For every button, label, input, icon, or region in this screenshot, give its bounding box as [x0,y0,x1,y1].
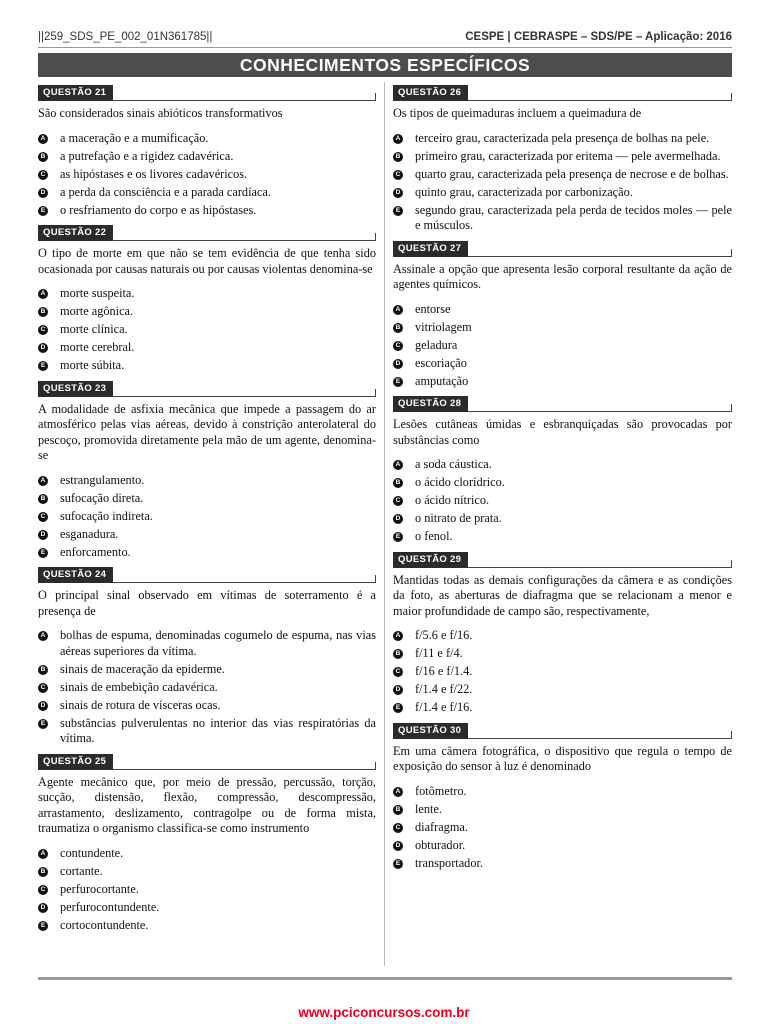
option-letter-icon: D [38,701,48,711]
option-text: f/5.6 e f/16. [415,628,473,642]
answer-option [38,527,376,543]
answer-option [38,846,376,862]
answer-option [38,473,376,489]
question-number: QUESTÃO 22 [38,225,113,241]
option-letter-icon: E [38,921,48,931]
option-letter-icon: A [38,134,48,144]
question-number: QUESTÃO 21 [38,85,113,101]
question-rule-tick [731,93,732,101]
answer-option [38,203,376,219]
option-text: o nitrato de prata. [415,511,502,525]
option-letter-icon: A [38,849,48,859]
question-header [38,381,376,397]
answer-option [393,203,732,234]
option-letter-icon: C [38,325,48,335]
option-letter-icon: D [38,343,48,353]
question-block [393,723,732,872]
option-letter-icon: C [393,341,403,351]
question-rule-tick [375,93,376,101]
question-header [393,85,732,101]
question-rule-tick [731,249,732,257]
option-text: sufocação indireta. [60,508,153,523]
option-letter-icon: D [393,359,403,369]
footer-divider [38,977,732,980]
answer-option [393,185,732,201]
answer-option [393,628,732,644]
option-letter-icon: D [38,903,48,913]
option-letter-icon: E [393,859,403,869]
option-text: fotômetro. [415,783,467,798]
answer-option [38,340,376,356]
answer-options [38,131,376,219]
answer-option [393,820,732,836]
question-stem: Mantidas todas as demais configurações da câmera e as condições da foto, as aberturas de diafragma que se relacionam a menor e maior profundidade de campo são, respectivamente, [393,572,732,618]
option-text: morte súbita. [60,358,125,372]
question-number: QUESTÃO 30 [393,723,468,739]
question-header [393,552,732,568]
option-text: morte suspeita. [60,286,135,300]
option-letter-icon: D [38,188,48,198]
answer-option [38,322,376,338]
option-letter-icon: D [393,841,403,851]
option-letter-icon: E [393,377,403,387]
answer-option [38,491,376,507]
option-text: cortante. [60,863,103,878]
option-text: bolhas de espuma, denominadas cogumelo de espuma, nas vias aéreas superiores da vítima. [60,628,376,658]
answer-options [393,784,732,872]
option-letter-icon: E [393,532,403,542]
option-letter-icon: A [393,787,403,797]
option-text: escoriação [415,355,467,370]
answer-option [393,838,732,854]
option-text: as hipóstases e os livores cadavéricos. [60,166,248,181]
question-rule-tick [731,404,732,412]
question-stem: Os tipos de queimaduras incluem a queimadura de [393,106,642,120]
answer-options [393,457,732,545]
question-rule-tick [375,389,376,397]
answer-option [38,716,376,747]
option-text: sinais de rotura de vísceras ocas. [60,697,221,712]
answer-option [393,131,732,147]
question-stem: A modalidade de asfixia mecânica que impede a passagem do ar atmosférico pelas vias aéreas, devido à constrição anterolateral do pescoço, promovida diretamente pela mão de um agente, denomina-se [38,401,376,462]
question-number: QUESTÃO 24 [38,567,113,583]
answer-option [393,784,732,800]
answer-option [38,185,376,201]
question-block [393,85,732,234]
exam-identifier: CESPE | CEBRASPE – SDS/PE – Aplicação: 2016 [465,31,732,43]
option-text: segundo grau, caracterizada pela perda de tecidos moles — pele e músculos. [415,202,732,232]
answer-option [38,662,376,678]
answer-option [393,149,732,165]
option-letter-icon: B [38,307,48,317]
answer-option [393,167,732,183]
option-letter-icon: B [393,649,403,659]
option-text: sinais de maceração da epiderme. [60,661,225,676]
option-letter-icon: B [393,323,403,333]
answer-option [393,493,732,509]
question-block [38,754,376,934]
answer-option [393,356,732,372]
option-text: o fenol. [415,529,453,543]
answer-option [38,358,376,374]
answer-option [393,802,732,818]
question-header [38,567,376,583]
option-text: estrangulamento. [60,472,145,487]
option-text: a putrefação e a rigidez cadavérica. [60,148,234,163]
answer-option [393,475,732,491]
question-header [38,754,376,770]
option-letter-icon: B [38,665,48,675]
question-header [393,396,732,412]
option-letter-icon: C [38,170,48,180]
option-letter-icon: C [38,683,48,693]
left-question-column [38,85,376,940]
option-text: esganadura. [60,526,119,541]
option-text: entorse [415,301,451,316]
question-block [38,381,376,561]
document-code: ||259_SDS_PE_002_01N361785|| [38,31,213,43]
answer-option [393,511,732,527]
option-text: enforcamento. [60,544,131,559]
option-letter-icon: B [393,152,403,162]
option-letter-icon: B [393,478,403,488]
option-letter-icon: E [38,206,48,216]
option-text: f/1.4 e f/16. [415,700,473,714]
question-number: QUESTÃO 29 [393,552,468,568]
question-number: QUESTÃO 23 [38,381,113,397]
footer-url: www.pciconcursos.com.br [298,1005,470,1020]
option-letter-icon: E [393,703,403,713]
question-stem: O tipo de morte em que não se tem evidência de que tenha sido ocasionada por causas naturais ou por causas violentas denomina-se [38,246,376,276]
question-rule-tick [375,762,376,770]
option-text: o ácido nítrico. [415,493,490,507]
answer-options [393,131,732,234]
question-stem: Em uma câmera fotográfica, o dispositivo que regula o tempo de exposição do sensor à luz é denominado [393,743,732,773]
answer-option [38,864,376,880]
option-letter-icon: C [393,170,403,180]
question-rule-tick [375,233,376,241]
option-letter-icon: A [393,305,403,315]
option-letter-icon: A [38,476,48,486]
option-text: obturador. [415,837,466,852]
option-text: a perda da consciência e a parada cardíaca. [60,184,271,199]
answer-options [38,286,376,374]
answer-option [38,545,376,561]
question-block [393,396,732,545]
option-text: morte clínica. [60,322,128,336]
answer-option [38,286,376,302]
option-letter-icon: B [38,152,48,162]
option-letter-icon: A [38,631,48,641]
answer-option [393,529,732,545]
question-rule-tick [731,731,732,739]
option-text: morte agônica. [60,304,134,318]
option-letter-icon: D [393,685,403,695]
question-stem: Agente mecânico que, por meio de pressão, percussão, torção, sucção, distensão, flexão, compressão, descompressão, arrastamento, deslizamento, contragolpe ou de forma mista, traumatiza o organismo classifica-se como instrumento [38,774,376,835]
option-letter-icon: A [393,631,403,641]
option-text: substâncias pulverulentas no interior das vias respiratórias da vítima. [60,715,376,745]
answer-option [393,682,732,698]
option-letter-icon: A [393,134,403,144]
answer-option [393,700,732,716]
question-block [393,241,732,390]
answer-option [38,628,376,659]
column-divider [384,82,385,966]
question-header [393,241,732,257]
option-text: o resfriamento do corpo e as hipóstases. [60,202,257,217]
option-text: f/1.4 e f/22. [415,682,473,696]
option-letter-icon: C [38,885,48,895]
question-header [38,85,376,101]
option-letter-icon: E [393,206,403,216]
option-text: f/11 e f/4. [415,646,463,660]
option-text: cortocontundente. [60,917,149,932]
page-header [38,31,732,47]
option-letter-icon: B [38,494,48,504]
question-block [393,552,732,716]
option-text: diafragma. [415,819,468,834]
option-letter-icon: C [393,667,403,677]
option-text: contundente. [60,845,124,860]
answer-option [38,680,376,696]
answer-options [38,473,376,561]
question-number: QUESTÃO 28 [393,396,468,412]
option-text: transportador. [415,855,483,870]
option-text: o ácido clorídrico. [415,475,505,489]
option-letter-icon: D [393,514,403,524]
answer-option [38,149,376,165]
question-stem: São considerados sinais abióticos transformativos [38,106,283,120]
option-text: perfurocortante. [60,881,139,896]
option-text: perfurocontundente. [60,899,160,914]
option-text: f/16 e f/1.4. [415,664,473,678]
answer-options [38,846,376,934]
option-text: terceiro grau, caracterizada pela presença de bolhas na pele. [415,130,710,145]
question-stem: O principal sinal observado em vítimas de soterramento é a presença de [38,588,376,618]
answer-option [393,338,732,354]
answer-option [38,131,376,147]
option-letter-icon: D [393,188,403,198]
option-letter-icon: B [38,867,48,877]
question-block [38,225,376,374]
question-header [38,225,376,241]
answer-option [393,646,732,662]
question-stem: Lesões cutâneas úmidas e esbranquiçadas são provocadas por substâncias como [393,417,732,447]
answer-option [393,664,732,680]
answer-option [393,856,732,872]
answer-option [38,698,376,714]
answer-options [393,628,732,716]
option-text: quarto grau, caracterizada pela presença de necrose e de bolhas. [415,166,729,181]
answer-option [393,374,732,390]
answer-option [38,167,376,183]
answer-option [393,302,732,318]
option-text: lente. [415,801,442,816]
question-number: QUESTÃO 25 [38,754,113,770]
option-letter-icon: D [38,530,48,540]
option-text: quinto grau, caracterizada por carbonização. [415,184,633,199]
option-letter-icon: C [38,512,48,522]
option-text: amputação [415,373,469,388]
answer-option [38,900,376,916]
question-number: QUESTÃO 27 [393,241,468,257]
option-text: geladura [415,337,458,352]
option-letter-icon: E [38,361,48,371]
option-letter-icon: B [393,805,403,815]
option-letter-icon: C [393,823,403,833]
question-header [393,723,732,739]
question-block [38,85,376,218]
question-block [38,567,376,747]
option-text: a maceração e a mumificação. [60,130,209,145]
option-text: primeiro grau, caracterizada por eritema — pele avermelhada. [415,148,721,163]
option-text: sufocação direta. [60,490,144,505]
question-number: QUESTÃO 26 [393,85,468,101]
option-letter-icon: A [393,460,403,470]
option-letter-icon: E [38,548,48,558]
header-divider [38,47,732,48]
answer-option [393,320,732,336]
option-text: vitriolagem [415,319,472,334]
answer-option [38,882,376,898]
option-text: sinais de embebição cadavérica. [60,679,218,694]
question-stem: Assinale a opção que apresenta lesão corporal resultante da ação de agentes químicos. [393,261,732,291]
answer-options [38,628,376,747]
right-question-column [393,85,732,878]
option-text: morte cerebral. [60,340,135,354]
answer-option [38,918,376,934]
answer-option [393,457,732,473]
option-text: a soda cáustica. [415,457,492,471]
question-rule-tick [731,560,732,568]
answer-option [38,304,376,320]
option-letter-icon: C [393,496,403,506]
option-letter-icon: A [38,289,48,299]
answer-option [38,509,376,525]
section-title: CONHECIMENTOS ESPECÍFICOS [38,53,732,77]
answer-options [393,302,732,390]
question-rule-tick [375,575,376,583]
option-letter-icon: E [38,719,48,729]
